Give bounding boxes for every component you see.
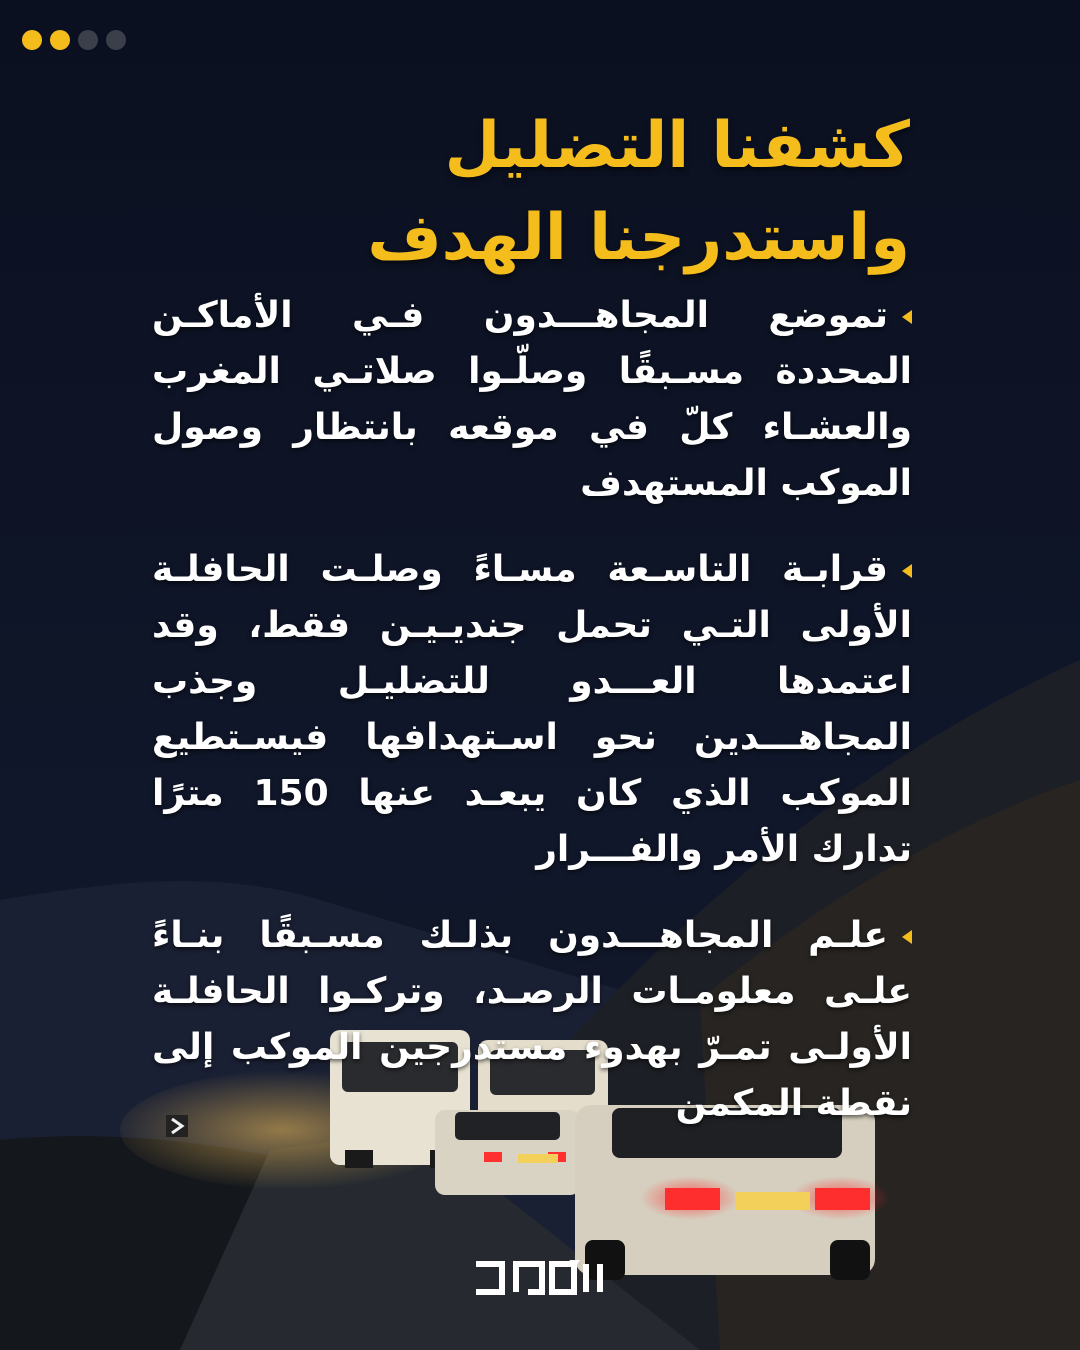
bullet-item xyxy=(152,908,912,1132)
bullet-arrow-icon xyxy=(902,310,912,324)
bullet-item xyxy=(152,542,912,878)
bullet-text: علـم المجاهـــدون بذلـك مسـبقًا بنـاءً علـى معلومـات الرصـد، وتركـوا الحافلـة الأولـى تمـرّ بهدوء مستدرجين الموكب إلى نقطة المكمن xyxy=(152,915,912,1124)
bullet-item xyxy=(152,288,912,512)
brand-logo-icon xyxy=(472,1258,608,1298)
page-title xyxy=(150,100,910,284)
bullet-arrow-icon xyxy=(902,930,912,944)
bullet-text: قرابـة التاسـعة مسـاءً وصلـت الحافلـة الأولى التـي تحمل جنديـيـن فقط، وقد اعتمدها العـــدو للتضليـل وجذب المجاهـــدين نحو اسـتهدافها فيسـتطيع الموكب الذي كان يبعـد عنها 150 مترًا تدارك الأمر والفـــرار xyxy=(152,549,912,870)
pager-dot[interactable] xyxy=(50,30,70,50)
slide-pager xyxy=(22,30,126,50)
title-line-2: واستدرجنا الهدف xyxy=(367,201,910,275)
bullet-list xyxy=(152,288,912,1162)
pager-dot[interactable] xyxy=(22,30,42,50)
pager-dot[interactable] xyxy=(78,30,98,50)
title-line-1: كشفنا التضليل xyxy=(444,109,910,183)
bullet-text: تموضع المجاهـــدون فـي الأماكـن المحددة مسـبقًا وصلّـوا صلاتـي المغرب والعشـاء كلّ في موقعه بانتظار وصول الموكب المستهدف xyxy=(152,295,912,504)
bullet-arrow-icon xyxy=(902,564,912,578)
pager-dot[interactable] xyxy=(106,30,126,50)
